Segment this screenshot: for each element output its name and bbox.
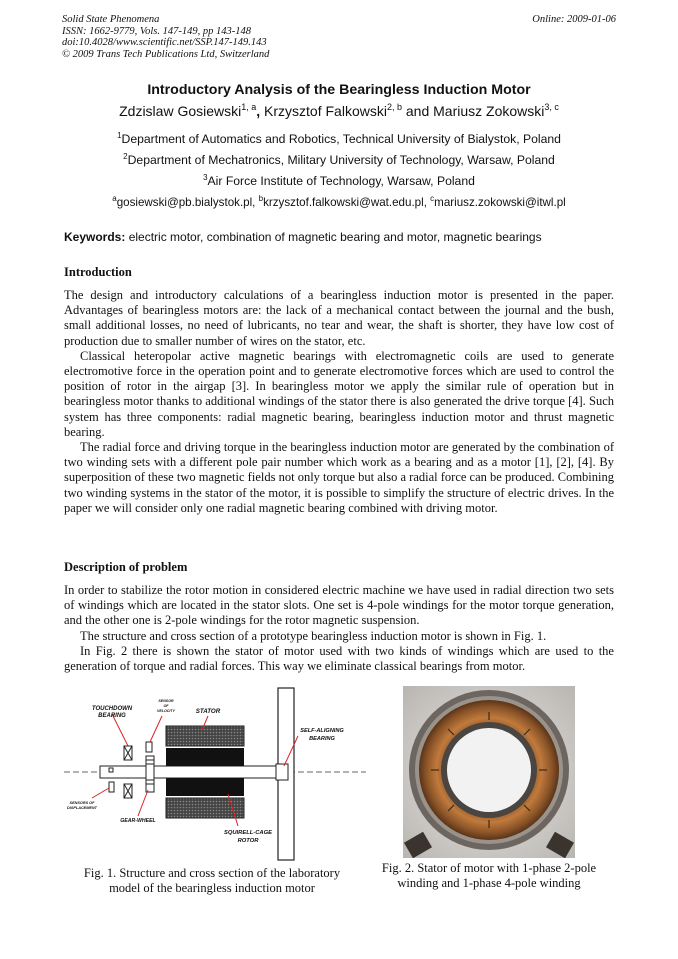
email-link[interactable]: gosiewski@pb.bialystok.pl, [116,196,259,209]
caption-line: winding and 1-phase 4-pole winding [397,876,581,890]
author-sep: and [401,103,430,119]
author-name: Krzysztof Falkowski [260,103,387,119]
label-touchdown: BEARING [98,713,126,719]
figure-1-diagram [62,686,368,864]
stator-upper [166,726,244,746]
affiliation-sup: 3 [203,173,208,182]
caption-line: Fig. 2. Stator of motor with 1-phase 2-pole [381,861,597,875]
label-velocity-sensor: SENSOR [158,699,174,703]
email-sup: a [112,194,117,203]
figure-1-caption [62,866,362,896]
journal-header [62,14,269,60]
section-heading-problem: Description of problem [64,560,188,574]
affiliation-text: Department of Automatics and Robotics, Technical University of Bialystok, Poland [121,132,561,146]
online-date: Online: 2009-01-06 [532,14,616,25]
author-sep: , [256,103,261,119]
label-velocity-sensor: OF [163,704,169,708]
affiliation-sup: 2 [123,152,128,161]
copyright: © 2009 Trans Tech Publications Ltd, Switzerland [62,48,270,60]
keywords-text: electric motor, combination of magnetic bearing and motor, magnetic bearings [125,230,542,244]
label-stator: STATOR [195,708,221,715]
author-name: Mariusz Zokowski [429,103,545,119]
email-link[interactable]: krzysztof.falkowski@wat.edu.pl, [263,196,431,209]
affiliation [0,152,678,167]
velocity-sensor [146,742,152,752]
label-self-aligning: SELF-ALIGNING [300,728,344,734]
paragraph: The radial force and driving torque in the bearingless induction motor are generated by the combination of two winding sets with a different pole pair number which work as a bearing and as a motor [1], [2], [4]. By superposition of these two magnetic fields not only torque but also a radial force can be produced. Combining two winding systems in the stator of the motor, it is possible to simplify the structure of electric drives. In the paper we will consider only one radial magnetic bearing combined with driving motor. [64,440,614,515]
paragraph: In Fig. 2 there is shown the stator of motor used with two kinds of windings which are used to the generation of torque and radial forces. This way we eliminate classical bearings from motor. [64,643,614,674]
label-squirrel-cage: ROTOR [237,838,259,844]
email-link[interactable]: mariusz.zokowski@itwl.pl [434,196,566,209]
author-sup: 1, a [241,102,257,112]
rotor-lower [166,778,244,796]
displacement-sensor [109,782,114,792]
figure-2-caption [366,861,612,891]
stator-bore [447,728,531,812]
figure-2-stator-photo [403,686,575,858]
affiliation [0,173,678,188]
keywords-label: Keywords: [64,230,126,244]
shaft [100,766,276,778]
journal-name: Solid State Phenomena [62,14,160,25]
paper-title: Introductory Analysis of the Bearingless Induction Motor [147,82,531,98]
self-aligning-bearing [276,764,288,780]
paragraph: The structure and cross section of a prototype bearingless induction motor is shown in Fig. 1. [80,628,547,643]
author-sup: 3, c [544,102,559,112]
introduction-body [64,288,614,516]
caption-line: Fig. 1. Structure and cross section of the laboratory [83,866,341,880]
caption-line: model of the bearingless induction motor [109,881,315,895]
affiliation-sup: 1 [117,131,122,140]
problem-body [64,583,614,674]
issn: ISSN: 1662-9779, Vols. 147-149, pp 143-148 [62,25,251,37]
label-touchdown: TOUCHDOWN [91,706,133,712]
keywords [64,230,624,244]
author-list [0,102,678,119]
affiliation [0,131,678,146]
email-sup: c [430,194,435,203]
paragraph: The design and introductory calculations of a bearingless induction motor is presented in the paper. Advantages of bearingless motors are: the lack of a mechanical contact between the journal and the bush, small additional losses, no need of lubricants, no tear and wear, the shaft is shorter, they have low cost of production due to smaller number of wires on the stator, etc. [64,288,614,348]
label-displacement-sensors: SENSORS OF [69,801,95,805]
author-sup: 2, b [386,102,402,112]
author-name: Zdzislaw Gosiewski [119,103,242,119]
section-heading-introduction: Introduction [64,265,132,279]
label-self-aligning: BEARING [309,736,335,742]
gear-wheel [146,756,154,792]
label-velocity-sensor: VELOCITY [157,709,175,713]
label-squirrel-cage: SQUIRELL-CAGE [224,830,272,836]
paragraph: In order to stabilize the rotor motion in considered electric machine we have used in radial direction two sets of windings which are located in the stator slots. One set is 4-pole windings for the motor torque generation, and the other one is 2-pole windings for the rotor magnetic suspension. [64,583,614,628]
rotor-upper [166,748,244,766]
affiliation-text: Air Force Institute of Technology, Warsaw, Poland [207,174,475,188]
email-list [0,194,678,209]
affiliation-text: Department of Mechatronics, Military University of Technology, Warsaw, Poland [127,153,555,167]
doi: doi:10.4028/www.scientific.net/SSP.147-149.143 [62,37,267,48]
email-sup: b [258,194,264,203]
paragraph: Classical heteropolar active magnetic bearings with electromagnetic coils are used to generate electromotive force in the operation point and to generate electromotive forces which are used to control the position of rotor in the airgap [3]. In bearingless motor we apply the similar rule of operation but in bearingless motor thanks to additional windings of the stator there is also generated the drive torque [4]. Such system has three components: radial magnetic bearing, bearingless induction motor and thrust magnetic bearing. [64,348,614,439]
label-gear-wheel: GEAR-WHEEL [120,818,156,824]
label-displacement-sensors: DISPLACEMENT [67,806,97,810]
